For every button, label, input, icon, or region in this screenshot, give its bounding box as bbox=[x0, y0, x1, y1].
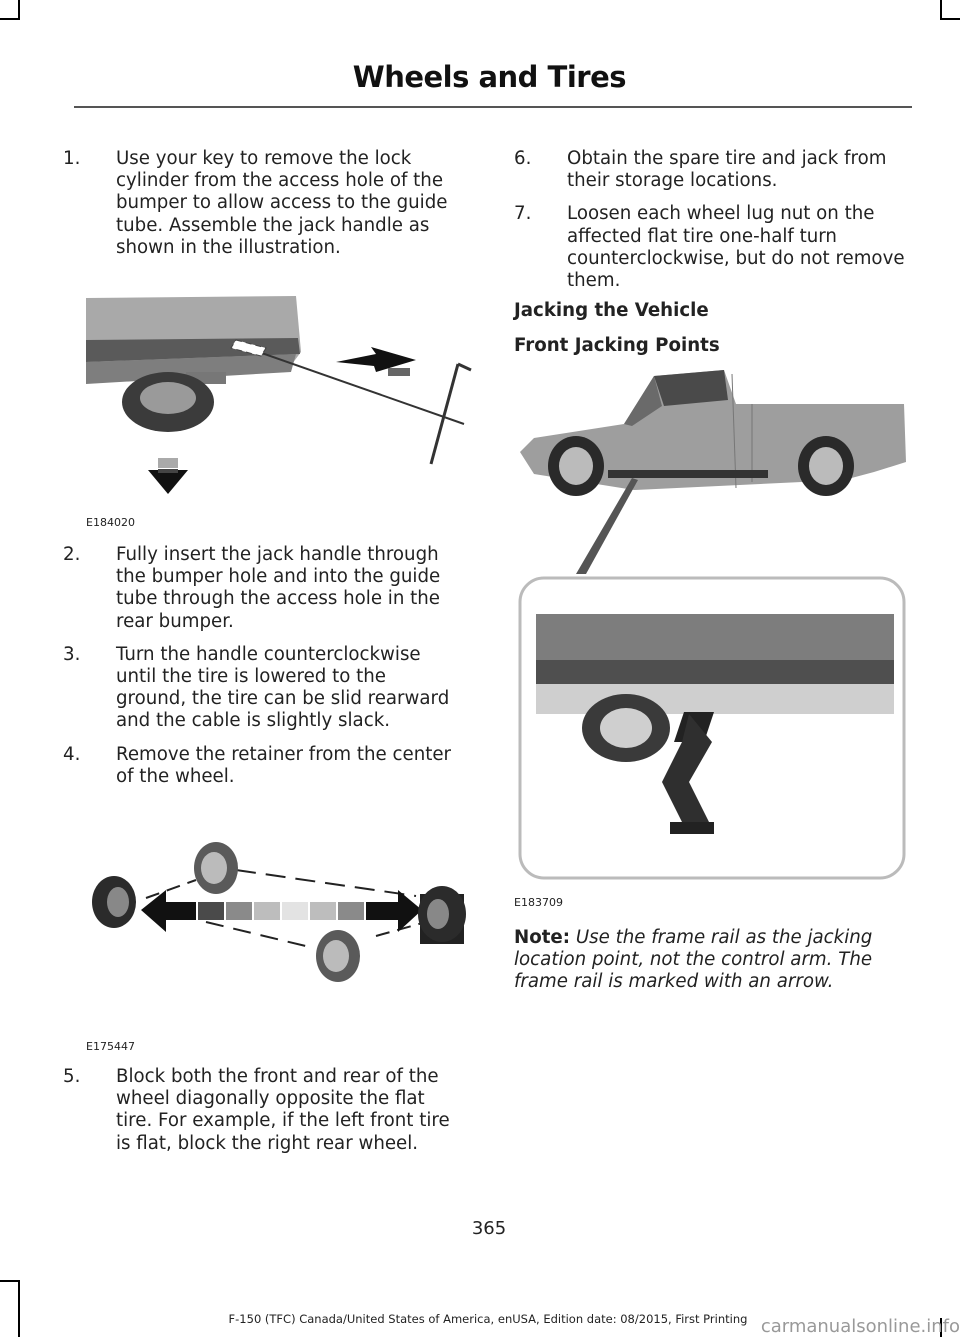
step-3: 3. Turn the handle counterclockwise until the tire is lowered to the ground, the tire can be slid rearward and the cable is slightly slack. bbox=[63, 643, 450, 732]
step-1: 1. Use your key to remove the lock cylinder from the access hole of the bumper to allow access to the guide tube. Assemble the jack handle as shown in the illustration. bbox=[63, 148, 448, 258]
crop-mark bbox=[0, 18, 20, 20]
crop-mark bbox=[940, 18, 960, 20]
step-7: 7. Loosen each wheel lug nut on the affected flat tire one-half turn counterclockwise, but do not remove them. bbox=[514, 203, 905, 292]
section-heading: Jacking the Vehicle bbox=[514, 300, 709, 321]
step-4: 4. Remove the retainer from the center of the wheel. bbox=[63, 743, 452, 787]
footer: F-150 (TFC) Canada/United States of America, enUSA, Edition date: 08/2015, First Printing bbox=[228, 1312, 748, 1326]
right-column bbox=[514, 148, 906, 303]
note bbox=[514, 927, 906, 993]
left-column bbox=[63, 148, 455, 270]
subsection-heading: Front Jacking Points bbox=[514, 335, 720, 356]
step-5: 5. Block both the front and rear of the wheel diagonally opposite the flat tire. For example, if the left front tire is flat, block the right rear wheel. bbox=[63, 1066, 450, 1154]
crop-mark bbox=[940, 0, 942, 20]
figure-code: E175447 bbox=[86, 1040, 135, 1053]
figure-jack-handle-assembly bbox=[86, 292, 480, 504]
crop-mark bbox=[18, 1280, 20, 1337]
figure-code: E184020 bbox=[86, 516, 135, 529]
page-number: 365 bbox=[471, 1218, 507, 1239]
step-2: 2. Fully insert the jack handle through the bumper hole and into the guide tube through the access hole in the rear bumper. bbox=[63, 544, 441, 632]
crop-mark bbox=[0, 1280, 20, 1282]
left-column-steps bbox=[63, 544, 455, 799]
page-title: Wheels and Tires bbox=[352, 60, 626, 94]
step-6: 6. Obtain the spare tire and jack from their storage locations. bbox=[514, 148, 887, 192]
note-label: Note: bbox=[514, 927, 571, 948]
figure-code: E183709 bbox=[514, 896, 563, 909]
figure-front-jacking-points bbox=[514, 362, 910, 882]
left-column-step5 bbox=[63, 1066, 455, 1166]
header-rule bbox=[74, 106, 912, 108]
note-text: Use the frame rail as the jacking location point, not the control arm. The frame rail is marked with an arrow. bbox=[514, 927, 873, 992]
figure-tire-diagonal bbox=[86, 836, 480, 982]
crop-mark bbox=[18, 0, 20, 20]
watermark[interactable]: carmanualsonline.info bbox=[760, 1316, 960, 1337]
